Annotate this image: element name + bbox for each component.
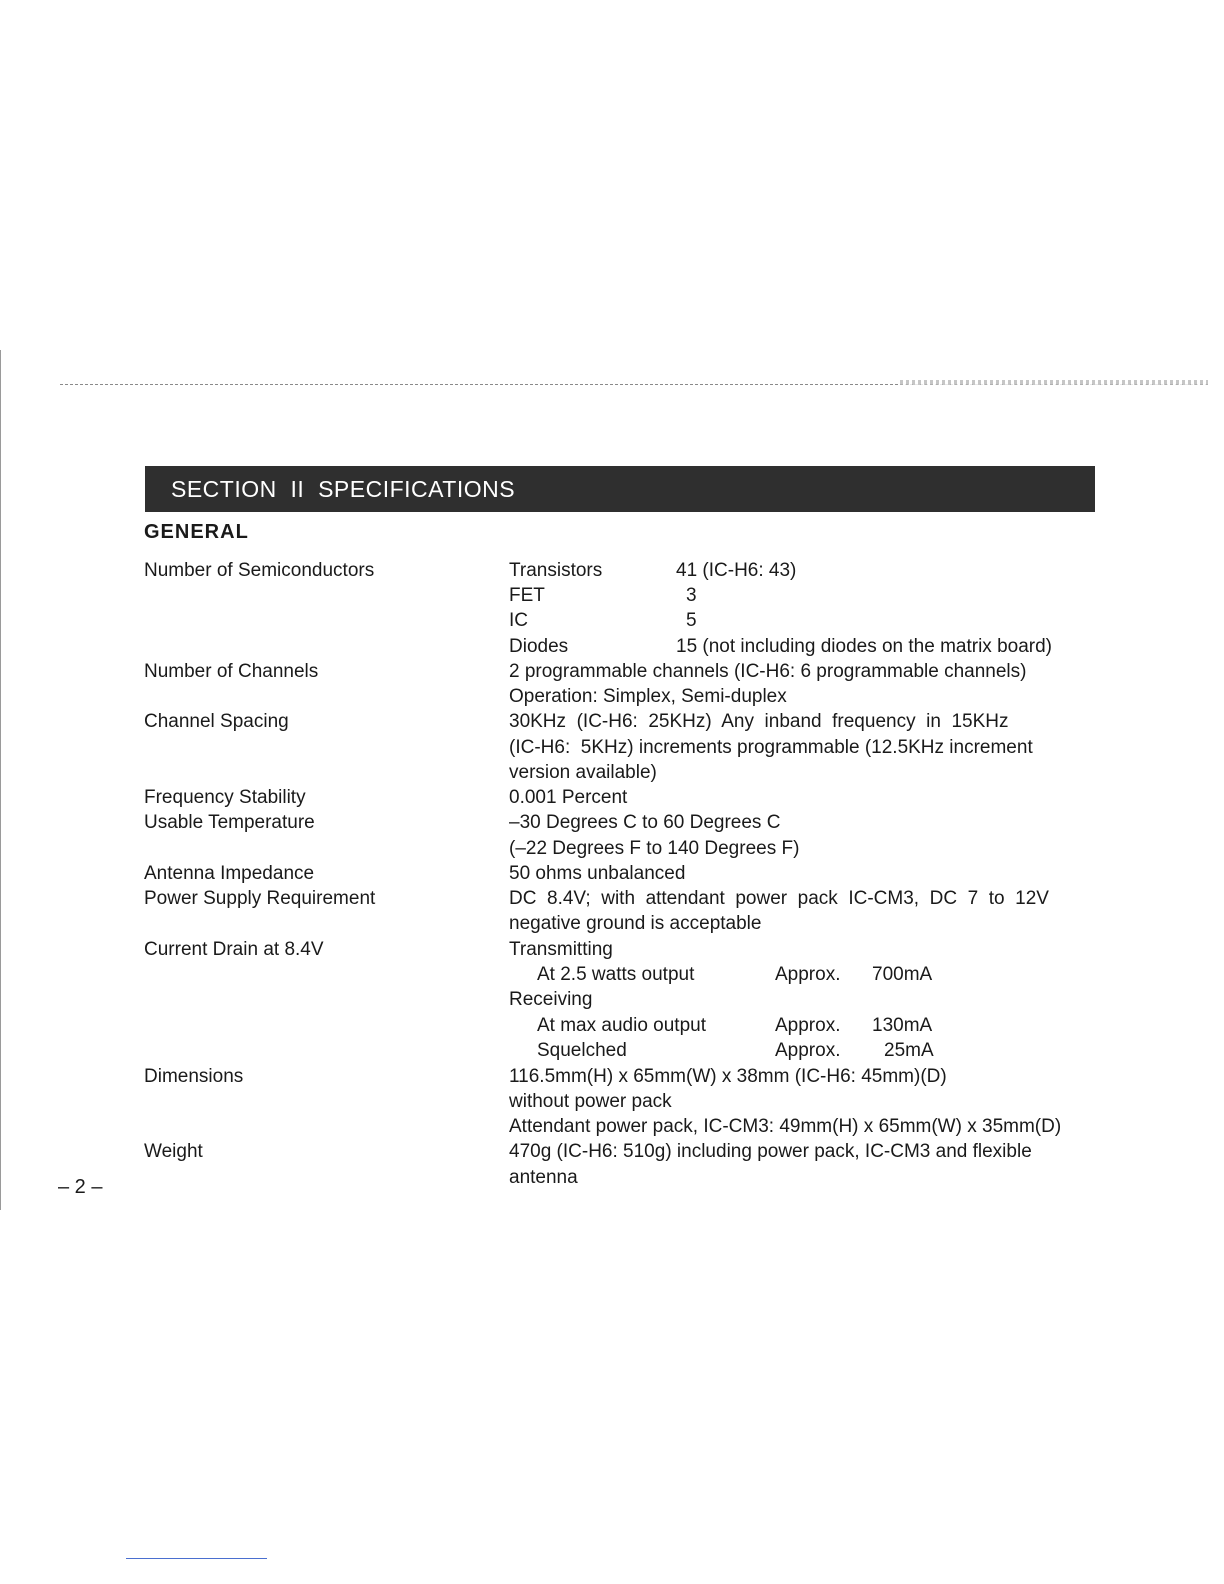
transmitting-label: Transmitting (509, 939, 613, 960)
label-power-supply: Power Supply Requirement (144, 888, 376, 909)
label-antenna-impedance: Antenna Impedance (144, 863, 315, 884)
spacing-line: (IC-H6: 5KHz) increments programmable (12.5KHz increment (509, 737, 1033, 758)
channels-operation: Operation: Simplex, Semi-duplex (509, 686, 787, 707)
spacing-line: 30KHz (IC-H6: 25KHz) Any inband frequency in 15KHz (509, 711, 1009, 732)
current-approx: Approx. (775, 1040, 841, 1061)
semiconductor-name: Diodes (509, 636, 569, 657)
power-supply-line: negative ground is acceptable (509, 913, 762, 934)
scan-edge-line (0, 350, 1, 1210)
semiconductor-name: FET (509, 585, 545, 606)
scan-rule-artifact (900, 380, 1208, 385)
label-frequency-stability: Frequency Stability (144, 787, 306, 808)
spacing-line: version available) (509, 762, 657, 783)
semiconductor-name: Transistors (509, 560, 603, 581)
dimensions-line: Attendant power pack, IC-CM3: 49mm(H) x 65mm(W) x 35mm(D) (509, 1116, 1062, 1137)
temperature-line: –30 Degrees C to 60 Degrees C (509, 812, 781, 833)
section-title-banner: SECTION II SPECIFICATIONS (145, 466, 1095, 512)
semiconductor-count: 15 (not including diodes on the matrix board) (676, 636, 1053, 657)
weight-line: 470g (IC-H6: 510g) including power pack, IC-CM3 and flexible (509, 1141, 1032, 1162)
label-semiconductors: Number of Semiconductors (144, 560, 375, 581)
label-current-drain: Current Drain at 8.4V (144, 939, 324, 960)
current-value: 25mA (884, 1040, 934, 1061)
semiconductor-count: 41 (IC-H6: 43) (676, 560, 797, 581)
dimensions-line: without power pack (509, 1091, 672, 1112)
impedance-value: 50 ohms unbalanced (509, 863, 686, 884)
general-heading: GENERAL (144, 521, 249, 543)
receiving-label: Receiving (509, 989, 593, 1010)
label-usable-temperature: Usable Temperature (144, 812, 315, 833)
dimensions-line: 116.5mm(H) x 65mm(W) x 38mm (IC-H6: 45mm)(D) (509, 1066, 947, 1087)
bottom-scan-mark (126, 1558, 267, 1559)
current-condition: At 2.5 watts output (537, 964, 695, 985)
channels-value: 2 programmable channels (IC-H6: 6 programmable channels) (509, 661, 1027, 682)
current-value: 130mA (872, 1015, 933, 1036)
temperature-line: (–22 Degrees F to 140 Degrees F) (509, 838, 800, 859)
current-approx: Approx. (775, 964, 841, 985)
power-supply-line: DC 8.4V; with attendant power pack IC-CM3, DC 7 to 12V (509, 888, 1049, 909)
label-dimensions: Dimensions (144, 1066, 244, 1087)
label-channel-spacing: Channel Spacing (144, 711, 289, 732)
current-condition: Squelched (537, 1040, 627, 1061)
semiconductor-count: 5 (686, 610, 697, 631)
current-condition: At max audio output (537, 1015, 706, 1036)
stability-value: 0.001 Percent (509, 787, 628, 808)
semiconductor-name: IC (509, 610, 528, 631)
semiconductor-count: 3 (686, 585, 697, 606)
page-number: – 2 – (58, 1176, 103, 1198)
current-approx: Approx. (775, 1015, 841, 1036)
label-channels: Number of Channels (144, 661, 319, 682)
weight-line: antenna (509, 1167, 578, 1188)
current-value: 700mA (872, 964, 933, 985)
label-weight: Weight (144, 1141, 203, 1162)
